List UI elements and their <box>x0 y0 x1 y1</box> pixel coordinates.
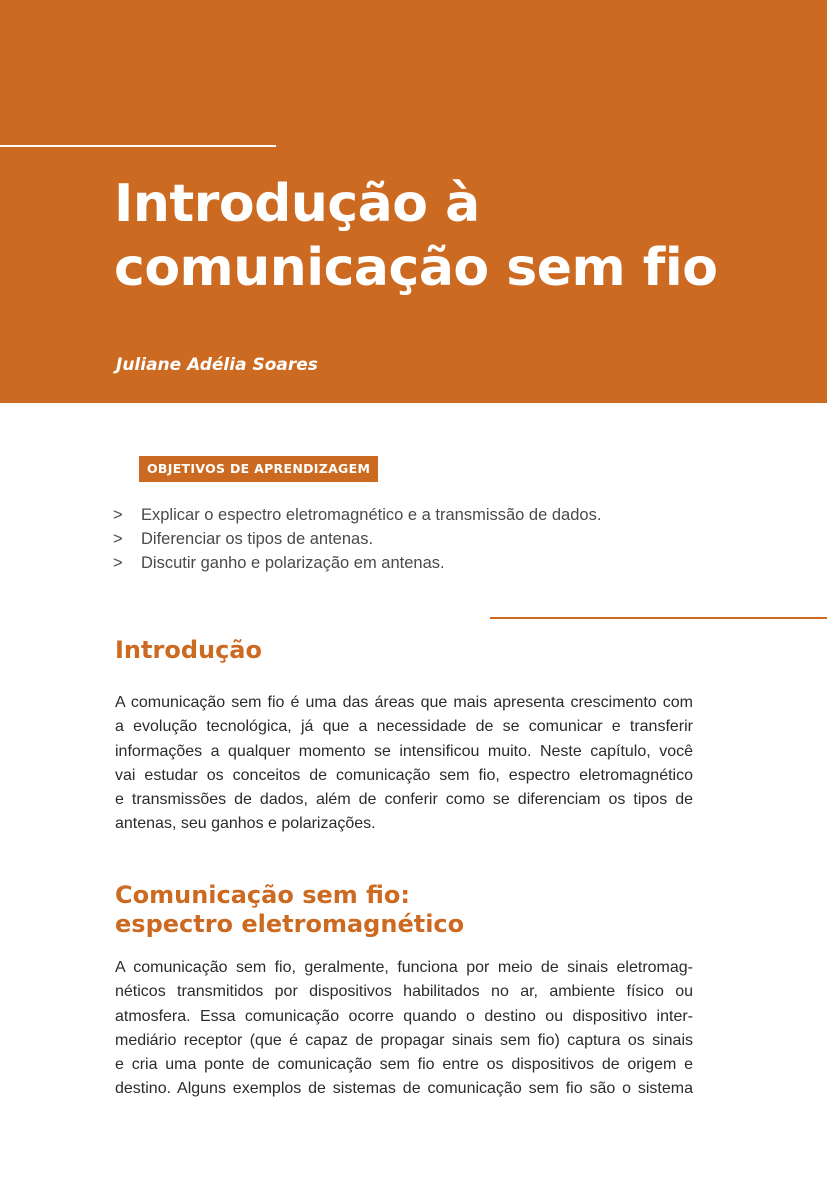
objective-item <box>113 551 601 575</box>
objective-text: Discutir ganho e polarização em antenas. <box>141 554 445 572</box>
chapter-title <box>114 172 814 300</box>
section-heading-comunicacao <box>115 881 464 939</box>
chapter-title-line: comunicação sem fio <box>114 238 718 298</box>
chevron-right-icon: > <box>113 506 123 524</box>
paragraph-line: mediário receptor (que é capaz de propagar sinais sem fio) captura os sinais <box>115 1031 693 1049</box>
paragraph-line: informações a qualquer momento se intensificou muito. Neste capítulo, você <box>115 742 693 760</box>
paragraph-line: e transmissões de dados, além de conferir como se diferenciam os tipos de <box>115 791 693 809</box>
paragraph-line: e cria uma ponte de comunicação sem fio entre os dispositivos de origem e <box>115 1056 693 1074</box>
objectives-list <box>113 503 601 575</box>
paragraph-line: A comunicação sem fio, geralmente, funciona por meio de sinais eletromag- <box>115 959 693 976</box>
paragraph-line: A comunicação sem fio é uma das áreas que mais apresenta crescimento com <box>115 694 693 711</box>
chevron-right-icon: > <box>113 554 123 572</box>
paragraph-line: vai estudar os conceitos de comunicação sem fio, espectro eletromagnético <box>115 766 693 784</box>
paragraph-line: antenas, seu ganhos e polarizações. <box>115 815 376 833</box>
paragraph-comunicacao <box>115 956 693 1102</box>
paragraph-line: a evolução tecnológica, já que a necessidade de se comunicar e transferir <box>115 718 693 736</box>
paragraph-line: néticos transmitidos por dispositivos habilitados no ar, ambiente físico ou <box>115 983 693 1001</box>
paragraph-line: destino. Alguns exemplos de sistemas de comunicação sem fio são o sistema <box>115 1080 693 1098</box>
chapter-title-line: Introdução à <box>114 174 480 234</box>
objective-text: Explicar o espectro eletromagnético e a transmissão de dados. <box>141 506 602 524</box>
section-divider <box>490 617 827 619</box>
section-heading-introducao <box>115 636 262 665</box>
paragraph-line: atmosfera. Essa comunicação ocorre quando o destino ou dispositivo inter- <box>115 1007 693 1025</box>
section-heading-line: espectro eletromagnético <box>115 910 465 938</box>
objectives-badge: OBJETIVOS DE APRENDIZAGEM <box>139 456 378 482</box>
author-name: Juliane Adélia Soares <box>116 355 318 375</box>
section-heading-line: Introdução <box>115 636 262 664</box>
section-heading-line: Comunicação sem fio: <box>115 881 410 909</box>
objective-text: Diferenciar os tipos de antenas. <box>141 530 374 548</box>
paragraph-introducao <box>115 691 693 837</box>
objective-item <box>113 527 601 551</box>
objective-item <box>113 503 601 527</box>
chevron-right-icon: > <box>113 530 123 548</box>
header-divider <box>0 145 276 147</box>
